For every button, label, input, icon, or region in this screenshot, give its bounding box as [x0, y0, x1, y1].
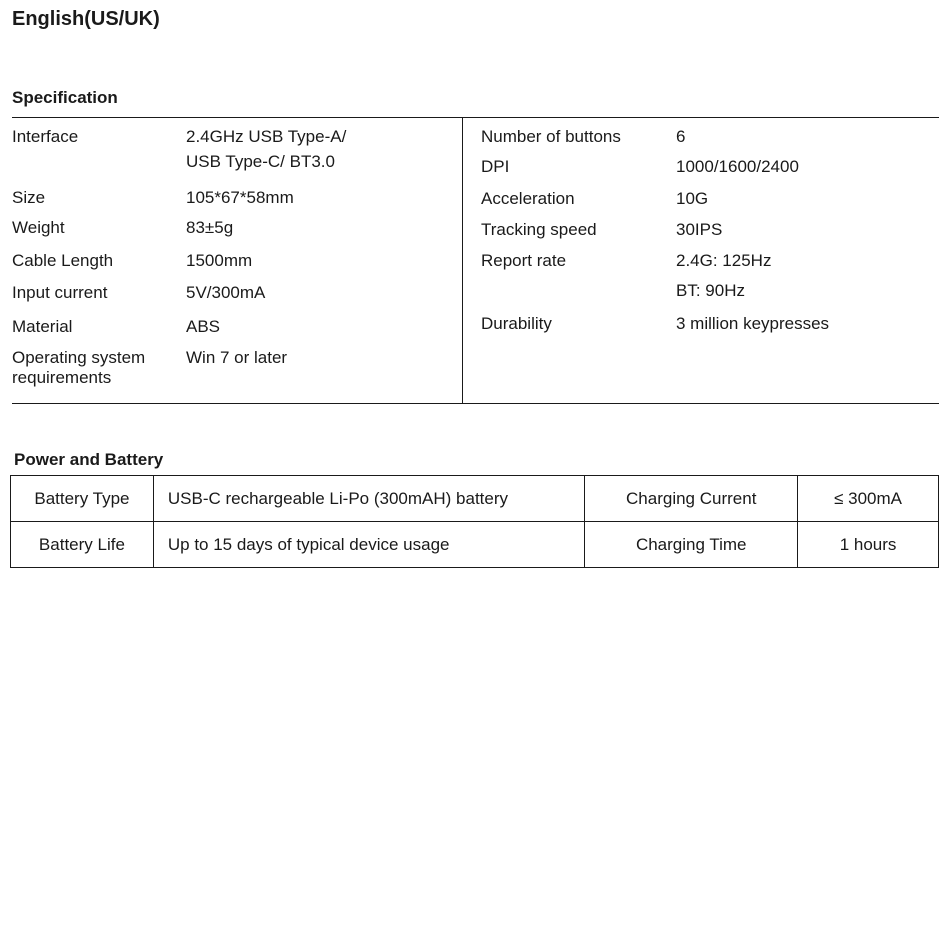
- spec-value-report-rate-line2: BT: 90Hz: [676, 281, 745, 300]
- spec-value-os: Win 7 or later: [186, 348, 288, 367]
- spec-value-interface-line2: USB Type-C/ BT3.0: [186, 152, 335, 171]
- table-cell: Battery Type: [11, 476, 154, 522]
- spec-label-report-rate: Report rate: [481, 251, 567, 270]
- spec-label-os-line1: Operating system: [12, 348, 146, 367]
- spec-column-divider: [462, 118, 463, 404]
- spec-bottom-rule: [12, 403, 939, 404]
- table-cell: ≤ 300mA: [798, 476, 939, 522]
- spec-value-acceleration: 10G: [676, 189, 709, 208]
- spec-value-weight: 83±5g: [186, 218, 234, 237]
- table-cell: 1 hours: [798, 522, 939, 568]
- spec-label-dpi: DPI: [481, 157, 510, 176]
- spec-label-durability: Durability: [481, 314, 552, 333]
- spec-label-buttons: Number of buttons: [481, 127, 621, 146]
- spec-value-cable-length: 1500mm: [186, 251, 253, 270]
- spec-value-input-current: 5V/300mA: [186, 283, 266, 302]
- table-cell: Up to 15 days of typical device usage: [153, 522, 584, 568]
- spec-label-input-current: Input current: [12, 283, 108, 302]
- spec-value-tracking-speed: 30IPS: [676, 220, 723, 239]
- spec-value-buttons: 6: [676, 127, 686, 146]
- table-row: [11, 522, 939, 568]
- spec-value-durability: 3 million keypresses: [676, 314, 830, 333]
- spec-label-size: Size: [12, 188, 46, 207]
- spec-value-material: ABS: [186, 317, 221, 336]
- table-cell: Charging Time: [585, 522, 798, 568]
- power-battery-heading: Power and Battery: [14, 450, 164, 469]
- spec-value-interface-line1: 2.4GHz USB Type-A/: [186, 127, 347, 146]
- page-title: English(US/UK): [12, 8, 160, 30]
- spec-value-report-rate-line1: 2.4G: 125Hz: [676, 251, 772, 270]
- spec-value-dpi: 1000/1600/2400: [676, 157, 799, 176]
- spec-label-material: Material: [12, 317, 73, 336]
- spec-label-weight: Weight: [12, 218, 65, 237]
- spec-label-acceleration: Acceleration: [481, 189, 575, 208]
- table-cell: Battery Life: [11, 522, 154, 568]
- spec-label-tracking-speed: Tracking speed: [481, 220, 597, 239]
- table-cell: USB-C rechargeable Li-Po (300mAH) battery: [153, 476, 584, 522]
- spec-top-rule: [12, 117, 939, 118]
- spec-value-size: 105*67*58mm: [186, 188, 294, 207]
- spec-label-os-line2: requirements: [12, 368, 112, 387]
- spec-label-interface: Interface: [12, 127, 79, 146]
- table-cell: Charging Current: [585, 476, 798, 522]
- power-battery-table: [10, 475, 939, 568]
- table-row: [11, 476, 939, 522]
- specification-heading: Specification: [12, 88, 118, 107]
- spec-label-cable-length: Cable Length: [12, 251, 114, 270]
